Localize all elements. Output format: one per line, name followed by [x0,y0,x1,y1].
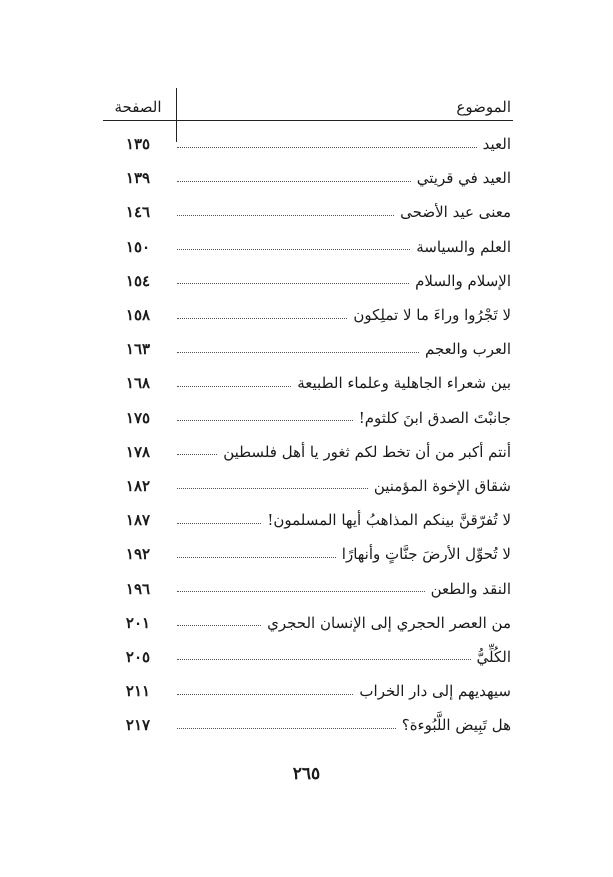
toc-row [103,264,513,298]
toc-entry [177,580,513,598]
toc-entry [177,477,513,495]
toc-entry-title: لا تُفرّقنَّ بينكم المذاهبُ أيها المسلمون! [267,511,511,530]
toc-rows [103,127,513,742]
toc-row [103,161,513,195]
dot-leader [177,454,217,455]
toc-entry [177,238,513,256]
toc-entry-page: ٢١١ [125,682,151,701]
dot-leader [177,318,347,319]
toc-entry-title: جانبْتَ الصدق ابنَ كلثوم! [358,408,511,427]
toc-row [103,366,513,400]
toc-entry [177,374,513,392]
dot-leader [177,420,353,421]
toc-entry-title: الإسلام والسلام [415,271,511,290]
toc-entry-page: ٢١٧ [125,716,151,735]
toc-entry [177,716,513,734]
toc-entry [177,169,513,187]
dot-leader [177,625,261,626]
topic-column-header: الموضوع [456,98,511,116]
toc-entry-page: ١٨٢ [125,476,151,495]
toc-entry-title: الكُلِّيُّ [476,647,511,666]
dot-leader [177,181,411,182]
toc-entry [177,443,513,461]
toc-entry-page: ١٩٢ [125,545,151,564]
toc-entry-page: ١٥٠ [125,237,151,256]
toc-row [103,469,513,503]
toc-entry-title: سيهديهم إلى دار الخراب [359,682,511,701]
toc-row [103,503,513,537]
toc-entry-title: العرب والعجم [424,340,511,359]
toc-entry-title: العيد [482,135,511,154]
dot-leader [177,659,471,660]
toc-row [103,127,513,161]
toc-entry-page: ١٨٧ [125,511,151,530]
dot-leader [177,523,261,524]
toc-entry-page: ١٥٨ [125,306,151,325]
toc-entry [177,203,513,221]
dot-leader [177,694,353,695]
toc-row [103,435,513,469]
toc-entry-page: ١٩٦ [125,579,151,598]
toc-row [103,674,513,708]
toc-entry-page: ١٧٥ [125,408,151,427]
toc-row [103,537,513,571]
toc-entry-title: هل تَبِيض اللَّبُوءة؟ [401,716,511,735]
toc-entry-page: ١٦٣ [125,340,151,359]
toc-entry-page: ١٧٨ [125,442,151,461]
toc-entry [177,409,513,427]
toc-row [103,606,513,640]
dot-leader [177,728,396,729]
dot-leader [177,557,336,558]
toc-entry-title: من العصر الحجري إلى الإنسان الحجري [267,613,511,632]
dot-leader [177,488,368,489]
dot-leader [177,591,425,592]
toc-entry-title: لا تُحوِّل الأرضَ جنَّاتٍ وأنهارًا [341,545,511,564]
toc-entry-page: ١٣٥ [125,135,151,154]
toc-entry-title: العيد في قريتي [416,169,511,188]
table-of-contents [103,88,513,742]
dot-leader [177,352,419,353]
toc-entry [177,614,513,632]
toc-entry [177,648,513,666]
toc-entry-page: ٢٠١ [125,613,151,632]
toc-entry-title: لا تَجْرُوا وراءَ ما لا تملِكون [353,306,511,325]
toc-entry [177,135,513,153]
dot-leader [177,249,410,250]
toc-entry-page: ١٣٩ [125,169,151,188]
dot-leader [177,283,409,284]
toc-header [103,88,513,121]
toc-row [103,708,513,742]
toc-entry [177,511,513,529]
toc-entry-page: ١٥٤ [125,271,151,290]
toc-entry-title: النقد والطعن [430,579,511,598]
toc-entry [177,272,513,290]
toc-row [103,230,513,264]
dot-leader [177,215,394,216]
toc-row [103,571,513,605]
toc-entry-title: العلم والسياسة [416,237,511,256]
toc-row [103,640,513,674]
toc-entry-title: معنى عيد الأضحى [400,203,511,222]
toc-entry [177,306,513,324]
page-number: ٢٦٥ [292,764,321,784]
toc-entry-page: ٢٠٥ [125,647,151,666]
toc-entry-page: ١٤٦ [125,203,151,222]
toc-entry [177,340,513,358]
dot-leader [177,147,477,148]
toc-row [103,195,513,229]
toc-entry-title: شقاق الإخوة المؤمنين [373,476,511,495]
toc-row [103,298,513,332]
toc-entry [177,682,513,700]
toc-row [103,332,513,366]
toc-entry-page: ١٦٨ [125,374,151,393]
toc-entry [177,545,513,563]
toc-row [103,401,513,435]
page-column-header: الصفحة [114,98,162,116]
toc-entry-title: أنتم أكبر من أن تخط لكم ثغور يا أهل فلسطين [223,442,511,461]
dot-leader [177,386,291,387]
column-divider [176,88,177,142]
toc-entry-title: بين شعراء الجاهلية وعلماء الطبيعة [297,374,511,393]
